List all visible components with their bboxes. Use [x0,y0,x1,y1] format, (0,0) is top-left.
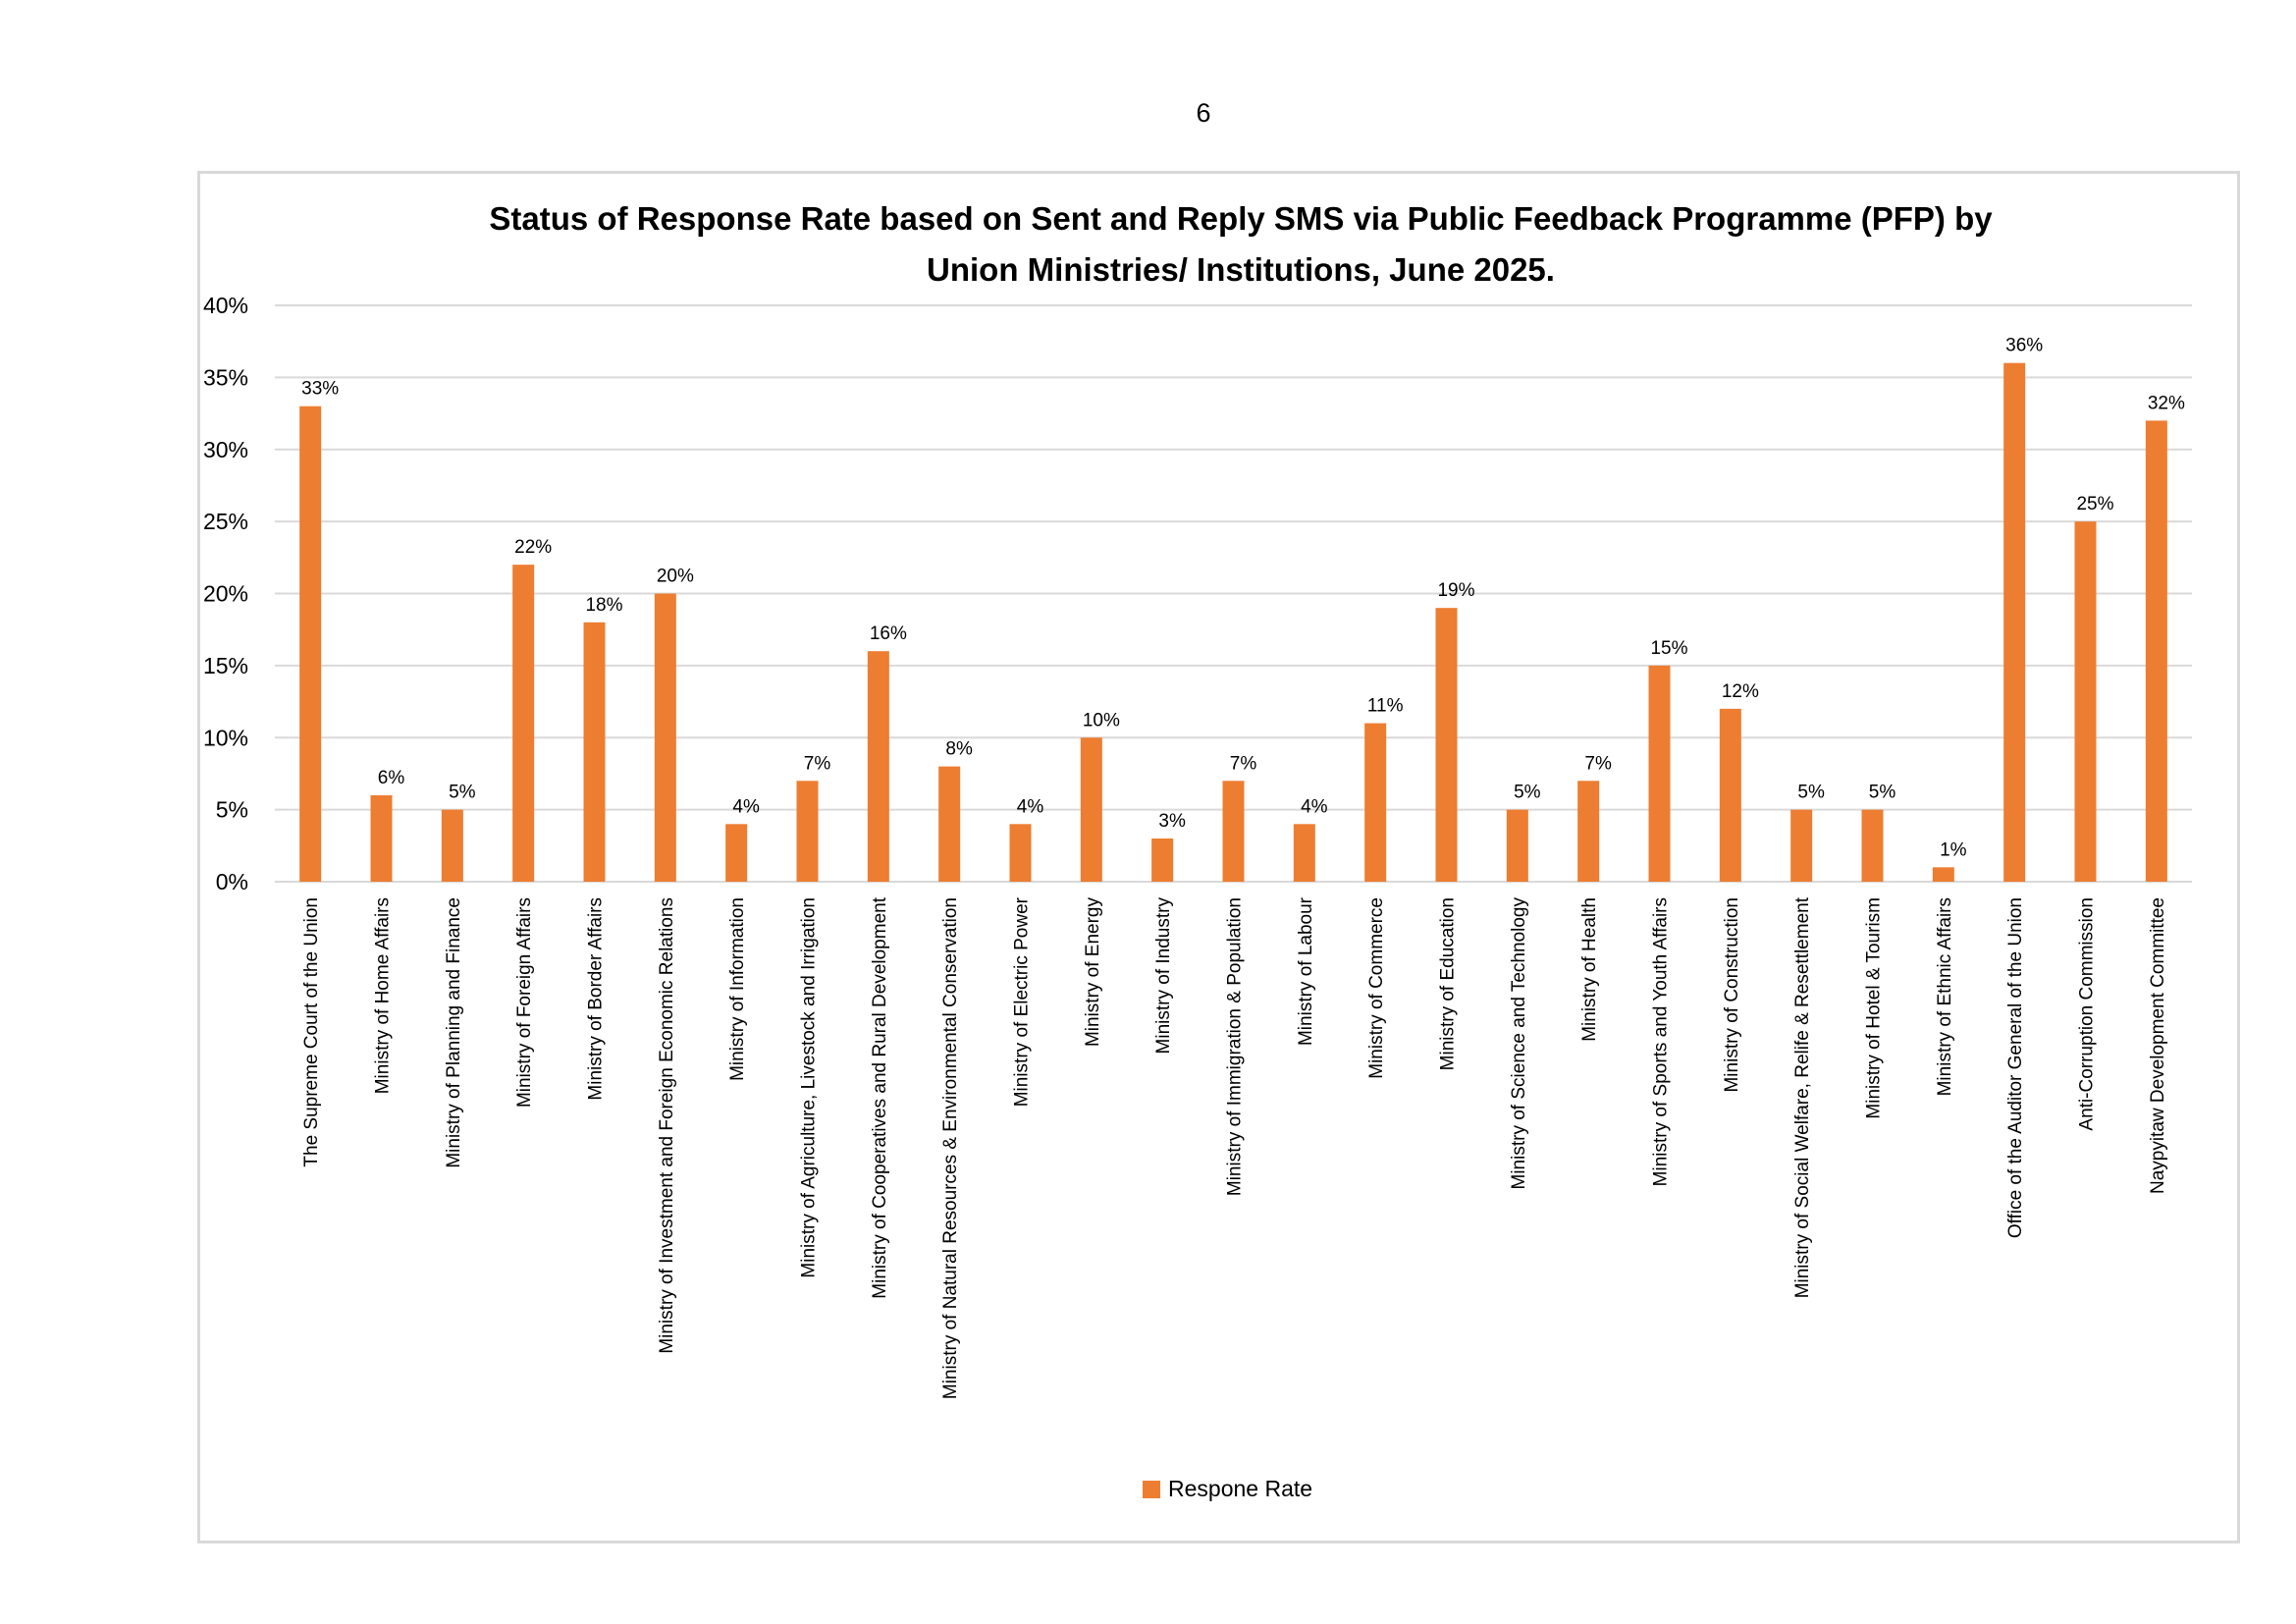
bar [1364,724,1386,882]
bar [1294,824,1315,882]
legend-label: Respone Rate [1168,1476,1313,1501]
category-label: Ministry of Science and Technology [1508,897,1529,1190]
y-tick-label: 20% [202,580,248,607]
value-label: 4% [1016,796,1044,818]
category-label: Ministry of Labour [1295,897,1316,1047]
value-label: 20% [656,566,694,587]
category-label: Ministry of Agriculture, Livestock and Irrigation [798,897,820,1278]
category-label: Ministry of Foreign Affairs [514,897,536,1109]
category-label: Ministry of Health [1579,897,1601,1042]
bar [655,594,676,883]
value-label: 10% [1082,710,1120,731]
value-label: 16% [869,623,907,645]
value-label: 5% [1514,782,1541,803]
value-label: 15% [1650,637,1688,659]
bar [584,623,606,882]
value-label: 22% [514,537,553,559]
bar [1081,737,1102,882]
value-label: 19% [1437,580,1475,602]
y-tick-label: 40% [202,293,248,318]
bar [371,795,393,882]
y-tick-label: 25% [202,509,248,535]
bar [868,651,889,882]
category-label: Ministry of Electric Power [1011,897,1033,1108]
category-label: Ministry of Industry [1153,897,1175,1055]
category-label: Ministry of Social Welfare, Relife & Resettlement [1792,896,1814,1299]
value-label: 7% [1584,753,1612,775]
chart-title-line2: Union Ministries/ Institutions, June 2025. [927,251,1555,288]
value-label: 18% [585,594,623,616]
bar [2003,363,2025,882]
category-label: Anti-Corruption Commission [2076,897,2098,1131]
bar [1010,824,1032,882]
category-label: Ministry of Commerce [1366,897,1388,1079]
bar [512,565,534,882]
value-label: 3% [1158,810,1186,832]
bar [938,767,960,882]
category-label: Ministry of Sports and Youth Affairs [1650,897,1672,1187]
legend [1143,1476,1312,1501]
value-label: 12% [1721,680,1759,702]
bar [1720,709,1741,882]
bar [1933,867,1954,882]
value-label: 5% [1868,782,1896,803]
page-number: 6 [1196,98,1211,128]
category-label: Ministry of Cooperatives and Rural Development [869,896,890,1299]
category-label: Ministry of Planning and Finance [443,897,464,1168]
category-label: Naypyitaw Development Committee [2147,897,2168,1195]
bar [1577,781,1599,882]
bar [1507,810,1528,882]
value-label: 7% [803,753,831,775]
bar [1862,810,1884,882]
bar [725,824,747,882]
value-label: 8% [945,738,973,760]
value-label: 4% [1301,796,1328,818]
category-label: Ministry of Home Affairs [372,897,394,1095]
value-label: 25% [2076,494,2114,515]
category-label: Ministry of Investment and Foreign Economic Relations [656,896,677,1354]
category-label: Ministry of Hotel & Tourism [1863,897,1885,1119]
category-label: Ministry of Ethnic Affairs [1934,897,1955,1097]
y-tick-label: 35% [202,364,248,391]
value-label: 4% [732,796,760,818]
category-label: Ministry of Education [1437,897,1459,1071]
category-label: Ministry of Border Affairs [585,897,607,1101]
value-label: 1% [1940,839,1967,861]
value-label: 6% [377,767,405,788]
y-tick-label: 15% [202,652,248,678]
category-label: Ministry of Construction [1721,897,1742,1093]
category-label: Ministry of Information [727,897,749,1081]
value-label: 32% [2147,393,2185,414]
legend-swatch [1143,1481,1160,1498]
y-axis-ticks [203,293,248,894]
value-label: 33% [301,378,340,400]
bar [1151,839,1173,882]
bar [442,810,463,882]
category-label: Office of the Auditor General of the Union [2005,897,2027,1239]
value-label: 36% [2005,335,2044,356]
bar [1790,810,1812,882]
bar [2075,521,2097,882]
category-label: Ministry of Energy [1082,897,1103,1048]
category-label: Ministry of Immigration & Population [1224,897,1246,1197]
category-label: The Supreme Court of the Union [301,897,323,1167]
y-tick-label: 0% [215,869,248,894]
value-label: 7% [1229,753,1257,775]
bar [299,406,321,882]
y-tick-label: 10% [202,725,248,751]
chart-title-line1: Status of Response Rate based on Sent and Reply SMS via Public Feedback Programme (PFP) by [489,200,1993,237]
value-label: 5% [449,782,476,803]
bar [1436,608,1458,882]
y-tick-label: 30% [202,436,248,462]
bars [299,363,2167,882]
bar [1649,666,1671,882]
value-label: 5% [1797,782,1825,803]
y-tick-label: 5% [215,796,248,823]
bar [797,781,819,882]
category-label: Ministry of Natural Resources & Environmental Conservation [940,897,962,1400]
value-label: 11% [1366,695,1404,717]
category-labels [301,896,2168,1399]
bar [2146,420,2167,882]
bar [1223,781,1245,882]
